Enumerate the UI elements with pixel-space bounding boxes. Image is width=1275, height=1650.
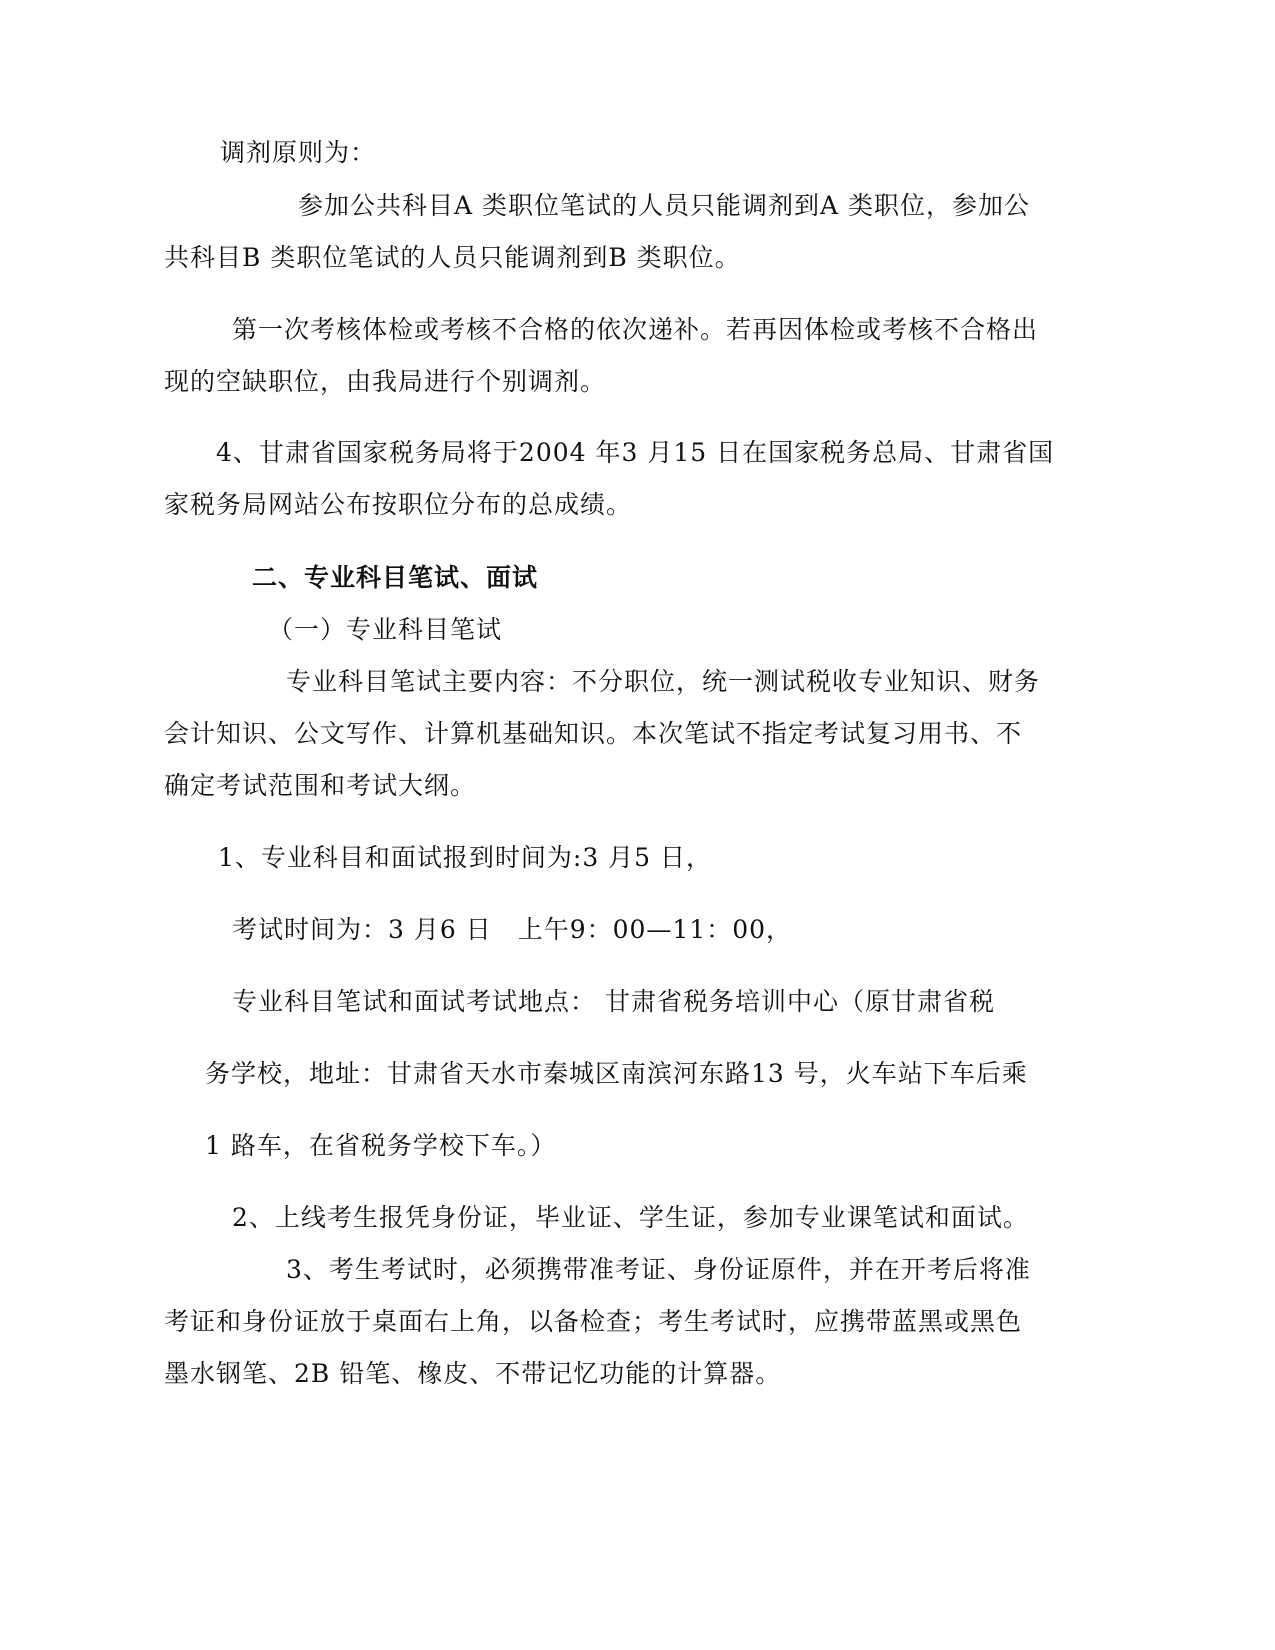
- paragraph-line: 现的空缺职位，由我局进行个别调剂。: [164, 367, 607, 396]
- subsection-heading: （一）专业科目笔试: [268, 615, 503, 644]
- paragraph-line: 专业科目笔试主要内容：不分职位，统一测试税收专业知识、财务: [286, 667, 1041, 696]
- paragraph-line: 共科目B 类职位笔试的人员只能调剂到B 类职位。: [164, 243, 741, 272]
- section-heading: 二、专业科目笔试、面试: [252, 563, 539, 592]
- paragraph-line: 4、甘肃省国家税务局将于2004 年3 月15 日在国家税务总局、甘肃省国: [216, 438, 1055, 467]
- paragraph-line: 1 路车，在省税务学校下车。）: [205, 1131, 557, 1160]
- paragraph-line: 务学校，地址：甘肃省天水市秦城区南滨河东路13 号，火车站下车后乘: [205, 1059, 1028, 1088]
- paragraph-line: 1、专业科目和面试报到时间为:3 月5 日，: [218, 843, 713, 872]
- paragraph-line: 调剂原则为：: [220, 138, 377, 167]
- paragraph-line: 墨水钢笔、2B 铅笔、橡皮、不带记忆功能的计算器。: [164, 1359, 782, 1388]
- paragraph-line: 会计知识、公文写作、计算机基础知识。本次笔试不指定考试复习用书、不: [164, 719, 1023, 748]
- paragraph-line: 考试时间为：3 月6 日 上午9：00—11：00，: [232, 915, 793, 944]
- paragraph-line: 3、考生考试时，必须携带准考证、身份证原件，并在开考后将准: [286, 1255, 1031, 1284]
- paragraph-line: 确定考试范围和考试大纲。: [164, 771, 477, 800]
- paragraph-line: 考证和身份证放于桌面右上角，以备检查；考生考试时，应携带蓝黑或黑色: [164, 1307, 1023, 1336]
- paragraph-line: 参加公共科目A 类职位笔试的人员只能调剂到A 类职位，参加公: [298, 191, 1031, 220]
- paragraph-line: 2、上线考生报凭身份证，毕业证、学生证，参加专业课笔试和面试。: [232, 1203, 1029, 1232]
- paragraph-line: 专业科目笔试和面试考试地点： 甘肃省税务培训中心（原甘肃省税: [232, 987, 995, 1016]
- paragraph-line: 家税务局网站公布按职位分布的总成绩。: [164, 490, 633, 519]
- paragraph-line: 第一次考核体检或考核不合格的依次递补。若再因体检或考核不合格出: [232, 315, 1039, 344]
